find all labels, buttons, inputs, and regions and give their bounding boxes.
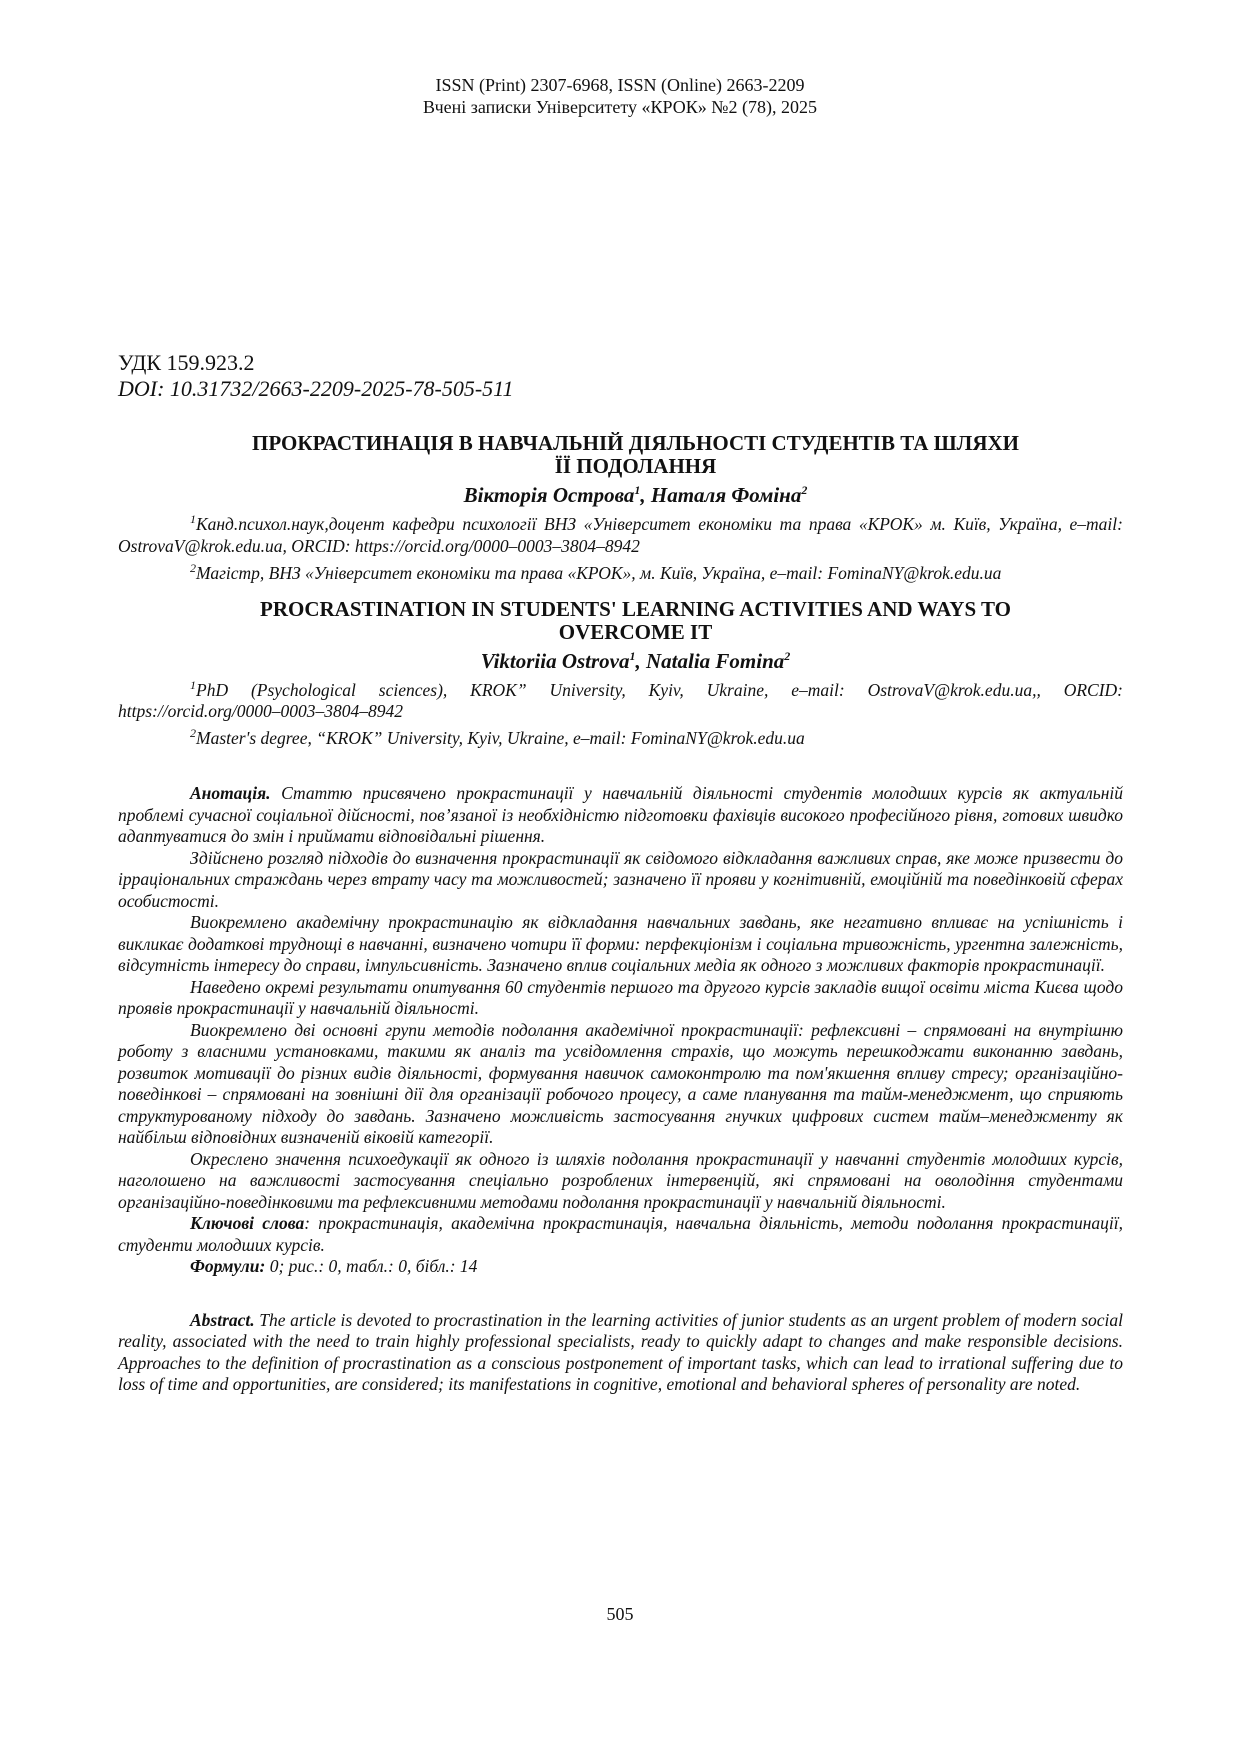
doi: DOI: 10.31732/2663-2209-2025-78-505-511 xyxy=(118,376,514,401)
annotation-paragraph-6: Окреслено значення психоедукації як одного із шляхів подолання прокрастинації у навчанні студентів молодших курсів, наголошено на важливості застосування спеціально розроблених інтервенцій, які спрямовані на оволодіння студентами організаційно-поведінковими та рефлексивними методами подолання прокрастинації у навчальній діяльності. xyxy=(118,1148,1123,1212)
title-en xyxy=(118,598,1123,644)
formulas-text: 0; рис.: 0, табл.: 0, бібл.: 14 xyxy=(265,1256,478,1277)
affiliation-ua-2-text: Магістр, ВНЗ «Університет економіки та права «КРОК», м. Київ, Україна, e–mail: FominaNY@krok.edu.ua xyxy=(196,562,1002,583)
abstract-text: The article is devoted to procrastination in the learning activities of junior students as an urgent problem of modern social reality, associated with the need to train highly professional specialists, ready to quickly adapt to changes and make responsible decisions. Approaches to the definition of procrastination as a conscious postponement of important tasks, which can lead to irrational suffering due to loss of time and opportunities, are considered; its manifestations in cognitive, emotional and behavioral spheres of personality are noted. xyxy=(118,1309,1123,1395)
formulas-line xyxy=(118,1256,1123,1278)
affiliation-ua-2 xyxy=(118,557,1123,584)
authors-ua: Вікторія Острова$^1$, Наталя Фоміна$^2$ xyxy=(463,483,808,507)
journal-header xyxy=(0,74,1240,118)
affiliation-ua-1 xyxy=(118,508,1123,557)
annotation-paragraph-4: Наведено окремі результати опитування 60 студентів першого та другого курсів закладів вищої освіти міста Києва щодо проявів прокрастинації у навчальній діяльності. xyxy=(118,976,1123,1019)
annotation-p1-text: Статтю присвячено прокрастинації у навчальній діяльності студентів молодших курсів як актуальній проблемі сучасної соціальної дійсності, пов’язаної із необхідністю підготовки фахівців високого професійного рівня, готових швидко адаптуватися до змін і приймати відповідальні рішення. xyxy=(118,783,1123,847)
affiliation-ua-1-text: Канд.психол.наук,доцент кафедри психології ВНЗ «Університет економіки та права «КРОК» м. Київ, Україна, e–mail: OstrovaV@krok.edu.ua, ORCID: https://orcid.org/0000–0003–3804–8942 xyxy=(118,513,1123,556)
abstract-paragraph xyxy=(118,1310,1123,1396)
formulas-label: Формули: xyxy=(190,1256,266,1277)
annotation-paragraph-3: Виокремлено академічну прокрастинацію як відкладання навчальних завдань, яке негативно впливає на успішність і викликає додаткові труднощі в навчанні, визначено чотири її форми: перфекціонізм і соціальна тривожність, ургентна залежність, відсутність інтересу до справи, імпульсивність. Зазначено вплив соціальних медіа як одного з можливих факторів прокрастинації. xyxy=(118,912,1123,976)
title-ua xyxy=(118,432,1123,478)
author-ua-1: Вікторія Острова xyxy=(463,483,635,507)
affiliation-en-2-sup: 2 xyxy=(190,726,196,741)
page-number: 505 xyxy=(606,1604,634,1624)
affiliation-en-1-text: PhD (Psychological sciences), KROK” University, Kyiv, Ukraine, e–mail: OstrovaV@krok.edu.ua,, ORCID: https://orcid.org/0000–0003–3804–8942 xyxy=(118,679,1123,722)
affiliation-en-2 xyxy=(118,722,1123,749)
affiliation-ua-1-sup: 1 xyxy=(190,512,196,526)
journal-line: Вчені записки Університету «КРОК» №2 (78), 2025 xyxy=(423,97,817,117)
author-ua-1-sup: 1 xyxy=(634,483,641,497)
title-ua-line1: ПРОКРАСТИНАЦІЯ В НАВЧАЛЬНІЙ ДІЯЛЬНОСТІ СТУДЕНТІВ ТА ШЛЯХИ xyxy=(252,431,1019,455)
affiliation-en-1-sup: 1 xyxy=(190,677,196,692)
affiliation-en-1 xyxy=(118,674,1123,723)
keywords-text: : прокрастинація, академічна прокрастинація, навчальна діяльність, методи подолання прокрастинації, студенти молодших курсів. xyxy=(118,1213,1123,1255)
article-front-matter xyxy=(118,432,1123,1396)
author-en-1-sup: 1 xyxy=(629,648,636,663)
keywords xyxy=(118,1213,1123,1256)
annotation-paragraph-5: Виокремлено дві основні групи методів подолання академічної прокрастинації: рефлексивні – спрямовані на внутрішню роботу з власними установками, такими як аналіз та усвідомлення страхів, що можуть перешкоджати виконанню завдань, розвиток мотивації до різних видів діяльності, формування навичок самоконтролю та пом'якшення впливу стресу; організаційно-поведінкові – спрямовані на зовнішні дії для організації робочого процесу, а саме планування та тайм-менеджмент, що сприяють структурованому підходу до завдань. Зазначено можливість застосування гнучких цифрових систем тайм–менеджменту як найбільш відповідних визначеній віковій категорії. xyxy=(118,1019,1123,1148)
title-ua-line2: ЇЇ ПОДОЛАННЯ xyxy=(554,454,717,478)
author-ua-2: Наталя Фоміна xyxy=(650,483,802,507)
affiliation-en-2-text: Master's degree, “KROK” University, Kyiv, Ukraine, e–mail: FominaNY@krok.edu.ua xyxy=(196,728,805,749)
annotation-label: Анотація. xyxy=(190,783,271,804)
annotation-paragraph-2: Здійснено розгляд підходів до визначення прокрастинації як свідомого відкладання важливих справ, яке може призвести до ірраціональних страждань через втрату часу та можливостей; зазначено її прояви у когнітивній, емоційній та поведінковій сферах особистості. xyxy=(118,847,1123,911)
udk-code: УДК 159.923.2 xyxy=(118,350,255,375)
title-en-line1: PROCRASTINATION IN STUDENTS' LEARNING ACTIVITIES AND WAYS TO xyxy=(260,596,1011,621)
annotation-paragraph-1 xyxy=(118,783,1123,848)
author-ua-2-sup: 2 xyxy=(801,483,808,497)
keywords-label: Ключові слова xyxy=(190,1213,305,1234)
issn-line: ISSN (Print) 2307-6968, ISSN (Online) 2663-2209 xyxy=(435,75,805,95)
author-en-2: Natalia Fomina xyxy=(646,648,785,673)
title-en-line2: OVERCOME IT xyxy=(558,619,713,644)
abstract-label: Abstract. xyxy=(190,1309,255,1330)
author-en-1: Viktoriia Ostrova xyxy=(480,648,630,673)
authors-en: Viktoriia Ostrova$^1$, Natalia Fomina$^2$ xyxy=(480,648,791,673)
author-en-2-sup: 2 xyxy=(784,648,791,663)
affiliation-ua-2-sup: 2 xyxy=(190,560,196,575)
